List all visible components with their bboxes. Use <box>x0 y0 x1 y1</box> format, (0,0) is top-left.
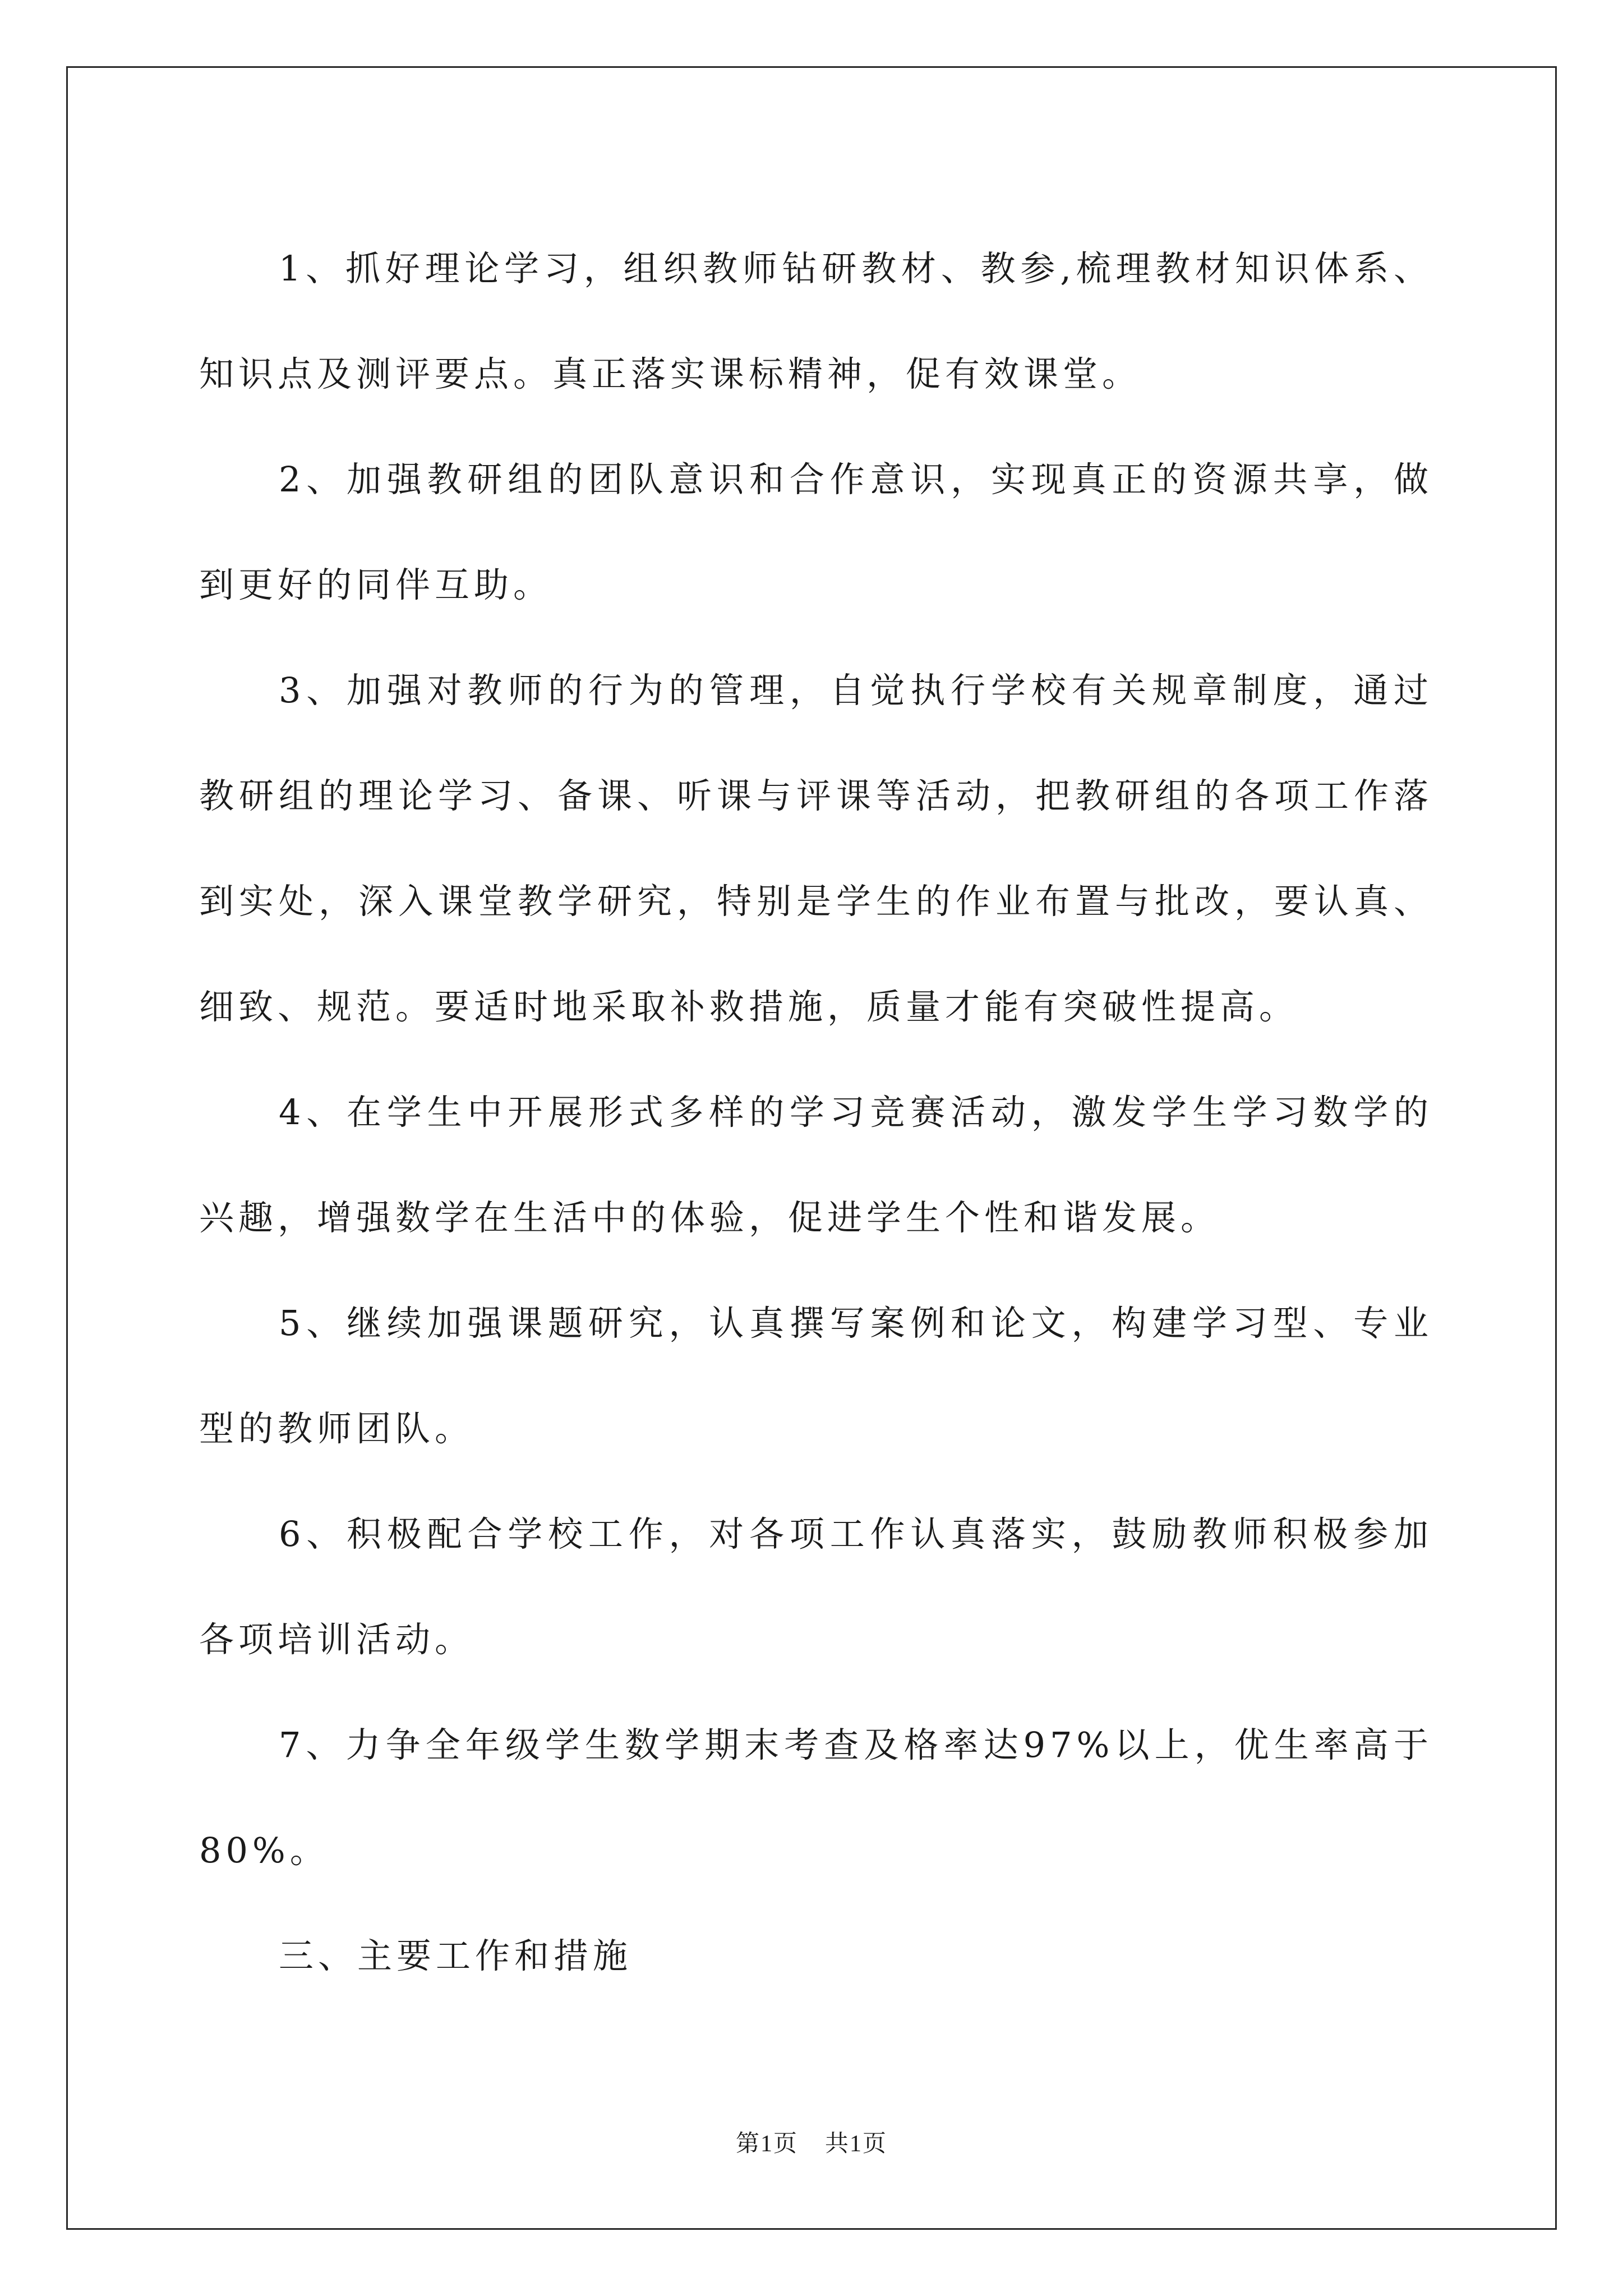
paragraph-7: 7、力争全年级学生数学期末考查及格率达97%以上，优生率高于80%。 <box>199 1724 1433 1871</box>
page-number: 第1页 <box>735 2131 798 2157</box>
section-heading: 三、主要工作和措施 <box>279 1935 633 1976</box>
paragraph-4: 4、在学生中开展形式多样的学习竞赛活动，激发学生学习数学的兴趣，增强数学在生活中的体验，促进学生个性和谐发展。 <box>199 1092 1433 1238</box>
paragraph-3: 3、加强对教师的行为的管理，自觉执行学校有关规章制度，通过教研组的理论学习、备课、听课与评课等活动，把教研组的各项工作落到实处，深入课堂教学研究，特别是学生的作业布置与批改，要认真、细致、规范。要适时地采取补救措施，质量才能有突破性提高。 <box>199 670 1433 1027</box>
paragraph-2: 2、加强教研组的团队意识和合作意识，实现真正的资源共享，做到更好的同伴互助。 <box>199 459 1433 605</box>
paragraph-5: 5、继续加强课题研究，认真撰写案例和论文，构建学习型、专业型的教师团队。 <box>199 1303 1433 1449</box>
paragraph-1: 1、抓好理论学习，组织教师钻研教材、教参,梳理教材知识体系、知识点及测评要点。真正落实课标精神，促有效课堂。 <box>199 248 1433 394</box>
page-total: 共1页 <box>825 2131 888 2157</box>
page-footer <box>0 2125 1623 2159</box>
document-body <box>199 216 1433 2009</box>
paragraph-6: 6、积极配合学校工作，对各项工作认真落实，鼓励教师积极参加各项培训活动。 <box>199 1513 1433 1660</box>
